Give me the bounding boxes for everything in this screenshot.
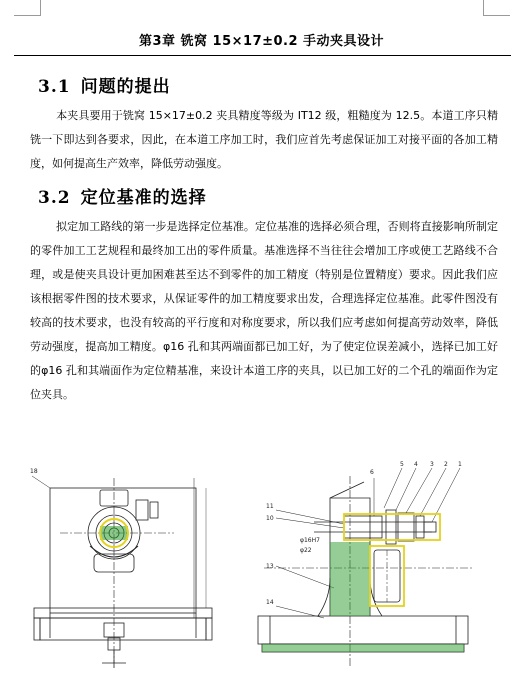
crop-mark-left — [40, 0, 41, 16]
base-plate-side — [258, 616, 468, 644]
fixture-body — [50, 488, 196, 613]
callout-label: 4 — [414, 461, 418, 468]
section-paragraph-3-2 — [30, 215, 498, 407]
section-title: 问题的提出 — [80, 77, 171, 97]
locating-pin-hatch — [100, 526, 128, 540]
section-heading-3-1 — [38, 72, 171, 97]
crop-mark-left — [14, 15, 41, 16]
dimension-label: φ22 — [300, 547, 312, 554]
paragraph-text: 本夹具要用于铣窝 15×17±0.2 夹具精度等级为 IT12 级，粗糙度为 12.5。本道工序只精铣一下即达到各要求，因此，在本道工序加工时，我们应首先考虑保证加工对接平面的各加工精度，如何提高生产效率，降低劳动强度。 — [30, 109, 498, 170]
callout-label: 1 — [458, 461, 462, 468]
section-heading-3-2 — [38, 183, 207, 208]
callout-label: 2 — [444, 461, 448, 468]
dimension-label: φ16H7 — [300, 537, 320, 544]
callout-label: 13 — [266, 563, 274, 570]
section-number: 3.2 — [38, 188, 71, 208]
section-paragraph-3-1 — [30, 104, 498, 176]
callout-label: 14 — [266, 599, 274, 606]
crop-mark-right — [483, 0, 484, 16]
section-hatch — [330, 542, 370, 616]
fixture-drawing — [14, 458, 511, 676]
callout-label: 6 — [370, 469, 374, 476]
callout-label: 18 — [30, 468, 38, 475]
paragraph-text: 拟定加工路线的第一步是选择定位基准。定位基准的选择必须合理，否则将直接影响所制定的零件加工工艺规程和最终加工出的零件质量。基准选择不当往往会增加工序或使工艺路线不合理，或是使夹具设计更加困难甚至达不到零件的加工精度（特别是位置精度）要求。因此我们应该根据零件图的技术要求，从保证零件的加工精度要求出发，合理选择定位基准。此零件图没有较高的技术要求，也没有较高的平行度和对称度要求，所以我们应考虑如何提高劳动效率，降低劳动强度，提高加工精度。φ16 孔和其两端面都已加工好，为了使定位误差减小，选择已加工好的φ16 孔和其端面作为定位精基准，来设计本道工序的夹具，以已加工好的二个孔的端面作为定位夹具。 — [30, 220, 498, 401]
chapter-header: 第3章 铣窝 15×17±0.2 手动夹具设计 — [138, 34, 385, 49]
callout-label: 3 — [430, 461, 434, 468]
section-number: 3.1 — [38, 77, 71, 97]
crop-mark-right — [483, 15, 510, 16]
header-rule — [14, 55, 511, 56]
callout-label: 11 — [266, 503, 274, 510]
section-title: 定位基准的选择 — [80, 188, 207, 208]
clamp-highlight — [344, 514, 440, 540]
callout-label: 10 — [266, 515, 274, 522]
callout-label: 5 — [400, 461, 404, 468]
